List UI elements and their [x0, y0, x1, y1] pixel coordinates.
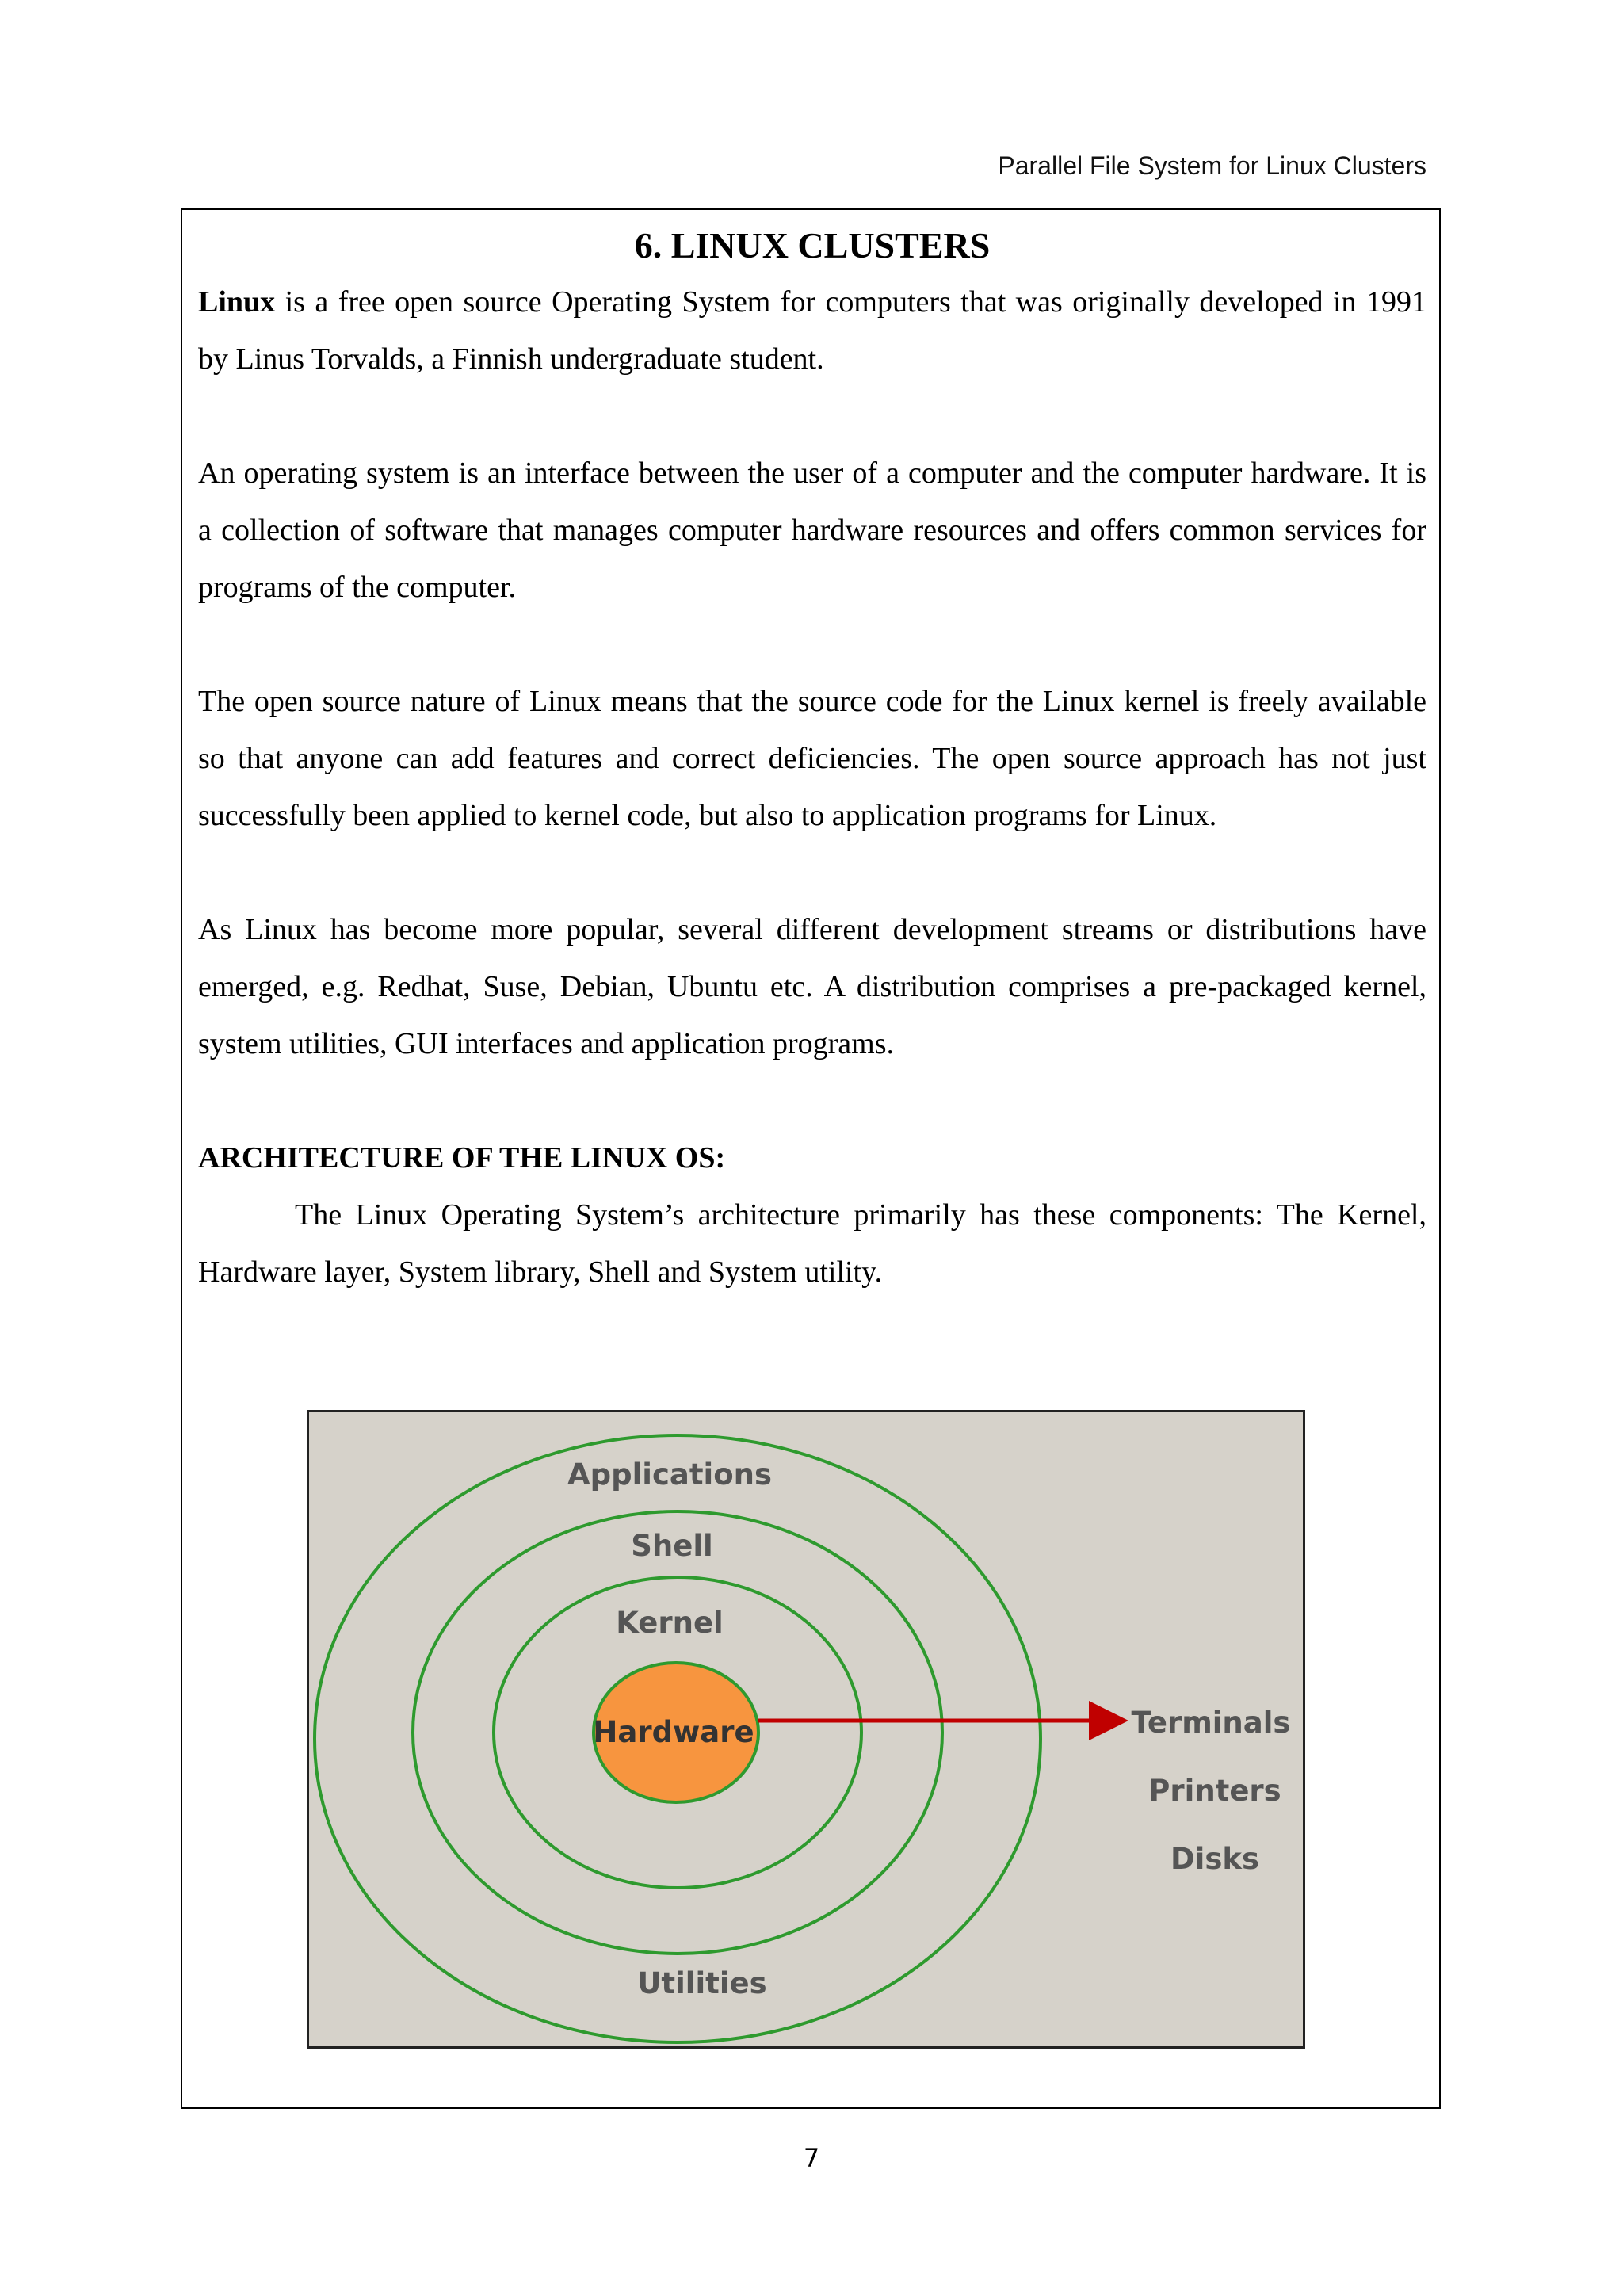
linux-intro-text: is a free open source Operating System for computers that was originally developed in 1991 by Linus Torvalds, a Finnish undergraduate student.: [198, 285, 1426, 376]
diagram-canvas: [309, 1412, 1303, 2046]
paragraph-operating-system: An operating system is an interface between the user of a computer and the computer hardware. It is a collection of software that manages computer hardware resources and offers common services for programs of the computer.: [198, 457, 1426, 604]
device-terminals-label: Terminals: [1131, 1706, 1291, 1740]
linux-term: Linux: [198, 285, 276, 319]
device-disks-label: Disks: [1170, 1842, 1260, 1876]
page-content: [198, 210, 1426, 1301]
paragraph-distributions: As Linux has become more popular, several different development streams or distributions have emerged, e.g. Redhat, Suse, Debian, Ubuntu etc. A distribution comprises a pre-packaged kernel, system utilities, GUI interfaces and application programs.: [198, 913, 1426, 1060]
hardware-label: Hardware: [593, 1715, 754, 1749]
page-frame: [181, 208, 1441, 2109]
running-header: Parallel File System for Linux Clusters: [998, 151, 1426, 180]
utilities-label: Utilities: [637, 1966, 767, 2000]
paragraph-open-source: The open source nature of Linux means that the source code for the Linux kernel is freely available so that anyone can add features and correct deficiencies. The open source approach has not just successfully been applied to kernel code, but also to application programs for Linux.: [198, 685, 1426, 832]
kernel-label: Kernel: [616, 1606, 724, 1640]
paragraph-architecture: The Linux Operating System’s architecture primarily has these components: The Kernel, Hardware layer, System library, Shell and System utility.: [198, 1198, 1426, 1289]
chapter-title: 6. LINUX CLUSTERS: [634, 225, 991, 266]
device-printers-label: Printers: [1148, 1774, 1281, 1808]
linux-architecture-diagram: [307, 1410, 1305, 2049]
paragraph-linux-intro: [198, 273, 1426, 388]
shell-label: Shell: [631, 1529, 713, 1563]
architecture-heading: ARCHITECTURE OF THE LINUX OS:: [198, 1141, 726, 1175]
page-number: 7: [803, 2143, 820, 2173]
applications-label: Applications: [567, 1457, 773, 1492]
